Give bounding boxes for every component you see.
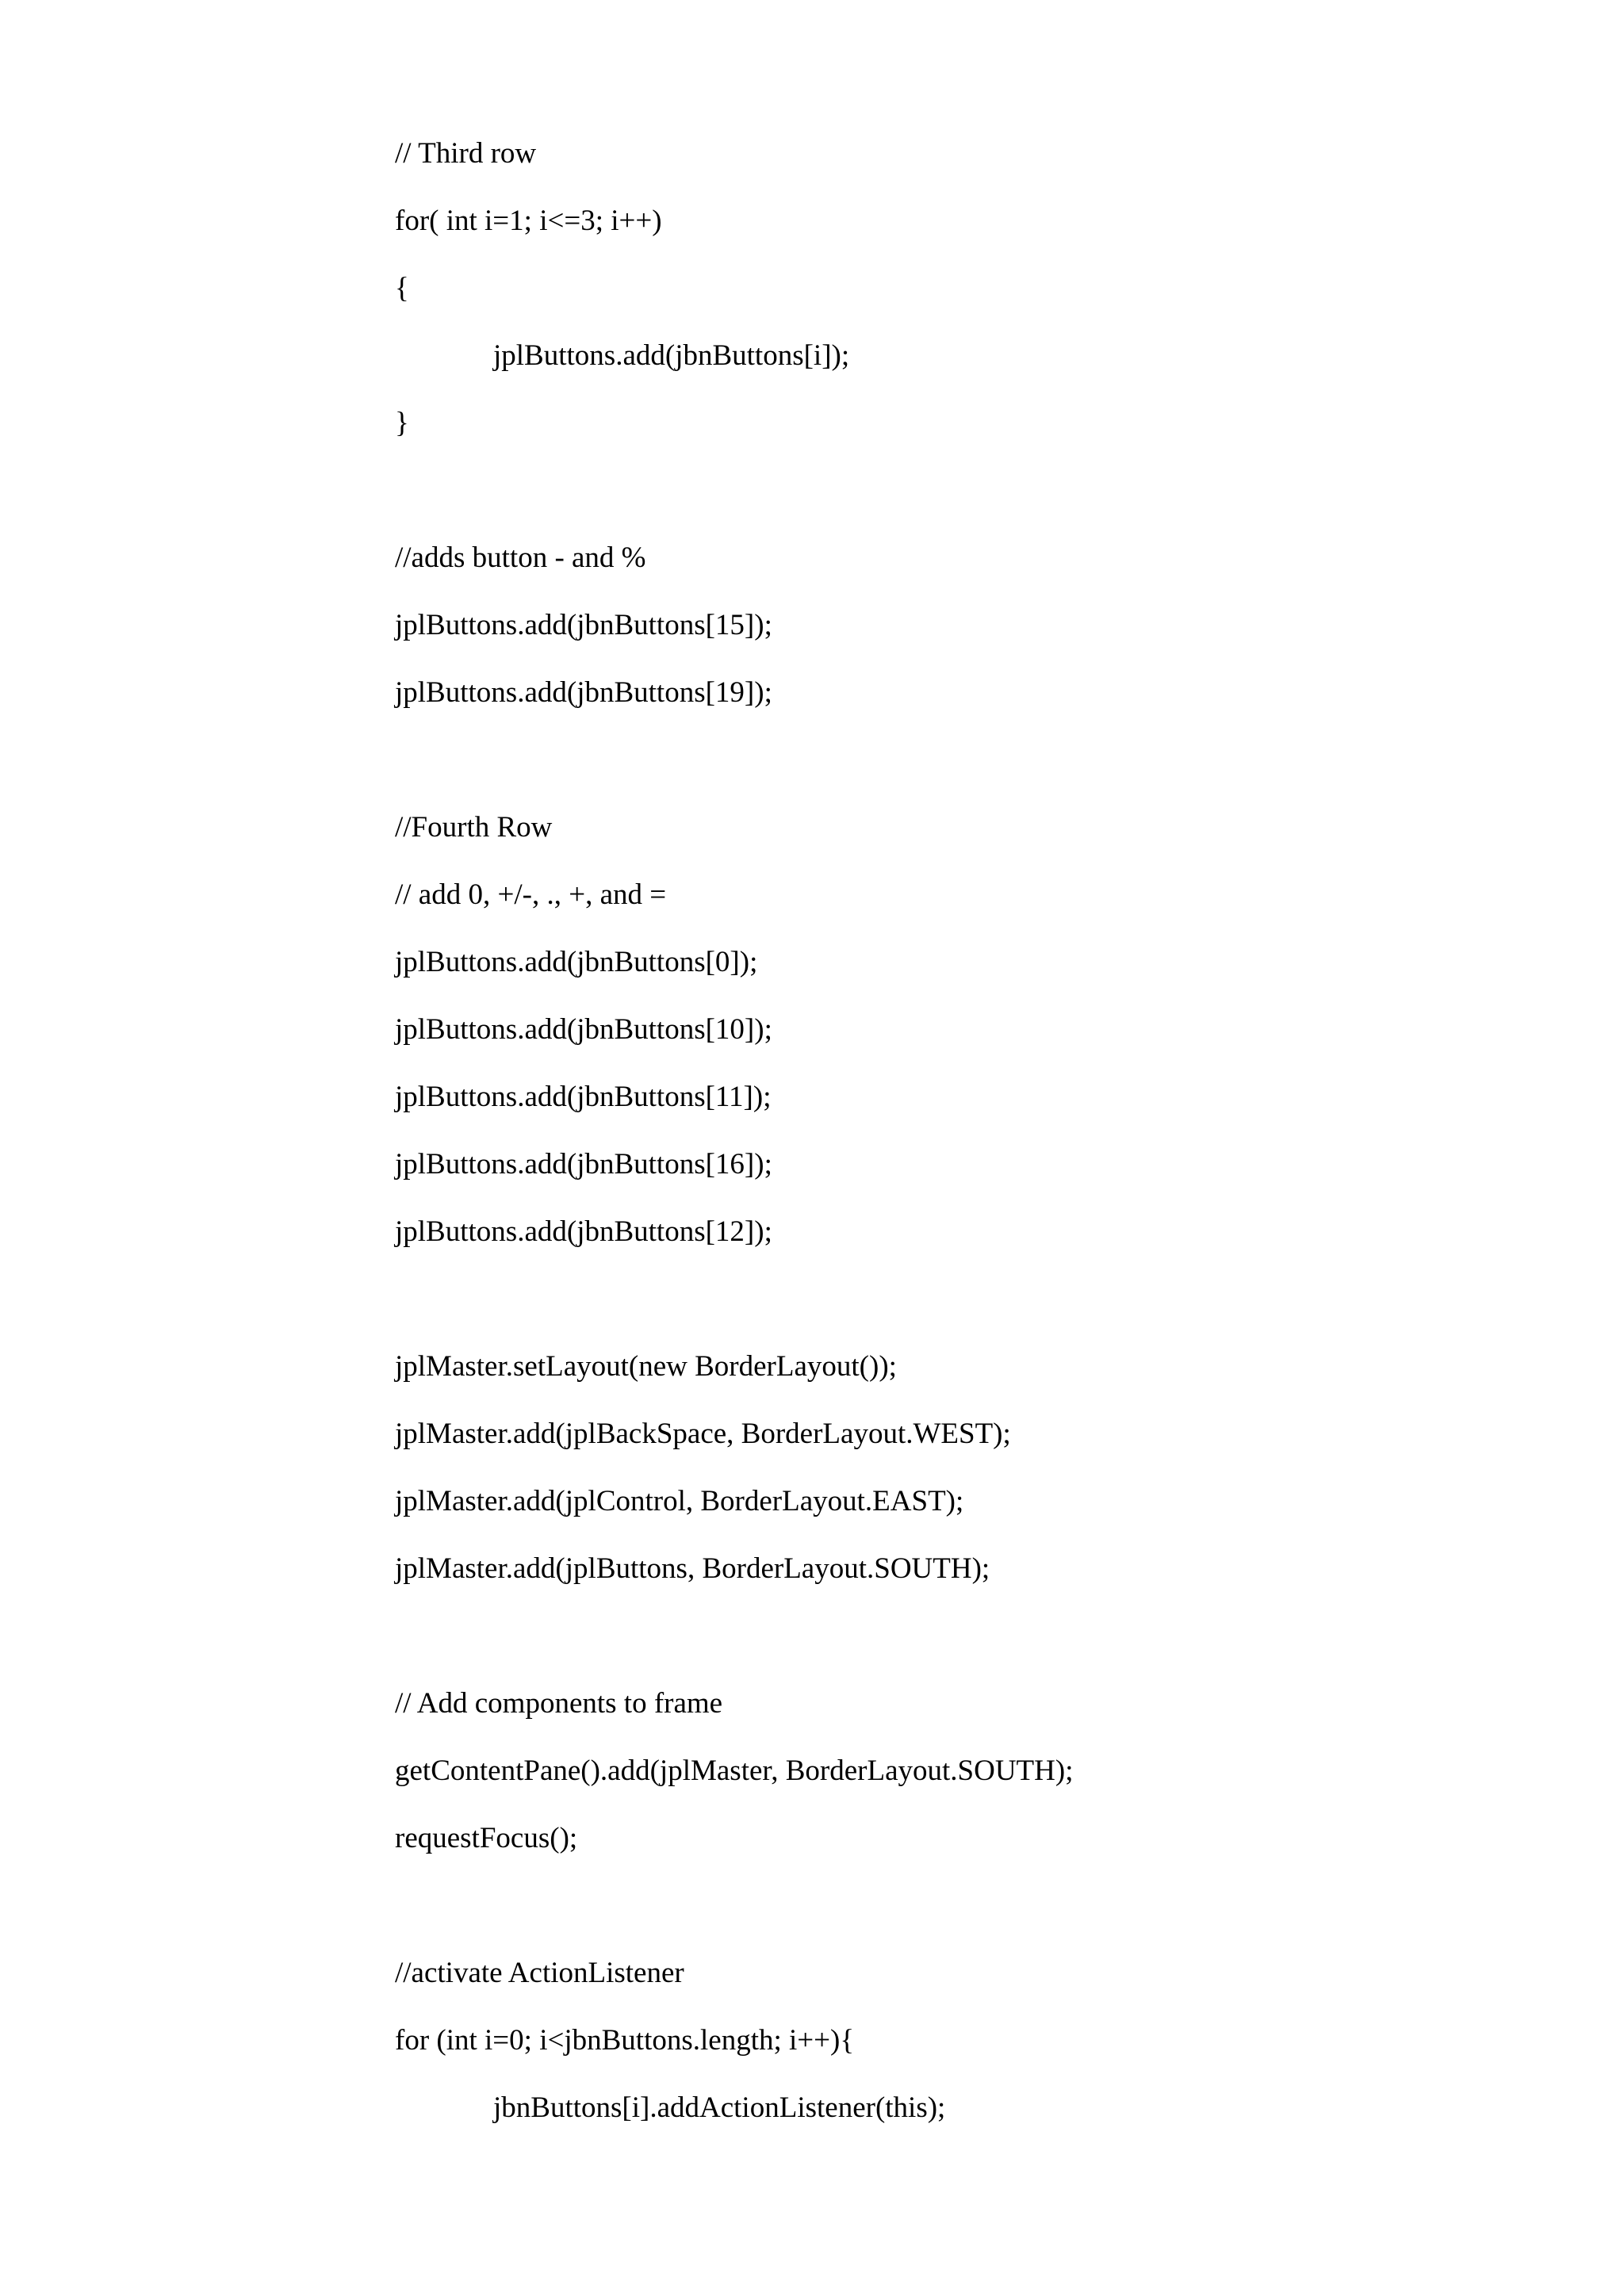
- code-line-add-button-10: jplButtons.add(jbnButtons[10]);: [395, 1013, 772, 1046]
- code-comment-add-keys: // add 0, +/-, ., +, and =: [395, 878, 667, 911]
- code-line-add-action-listener: jbnButtons[i].addActionListener(this);: [493, 2091, 946, 2124]
- code-line-add-control-east: jplMaster.add(jplControl, BorderLayout.EAST);: [395, 1485, 964, 1517]
- code-comment-adds-button: //adds button - and %: [395, 541, 646, 574]
- code-line-add-button-11: jplButtons.add(jbnButtons[11]);: [395, 1081, 772, 1113]
- code-line-content-pane-add: getContentPane().add(jplMaster, BorderLayout.SOUTH);: [395, 1755, 1074, 1787]
- code-comment-third-row: // Third row: [395, 137, 537, 170]
- code-line-open-brace: {: [395, 272, 409, 304]
- code-comment-add-components: // Add components to frame: [395, 1687, 723, 1720]
- code-line-for-listener-loop: for (int i=0; i<jbnButtons.length; i++){: [395, 2024, 855, 2057]
- code-comment-activate-listener: //activate ActionListener: [395, 1957, 684, 1989]
- code-line-request-focus: requestFocus();: [395, 1822, 578, 1854]
- code-line-set-layout: jplMaster.setLayout(new BorderLayout());: [395, 1350, 897, 1383]
- code-line-add-backspace-west: jplMaster.add(jplBackSpace, BorderLayout.WEST);: [395, 1418, 1011, 1450]
- code-line-for-loop: for( int i=1; i<=3; i++): [395, 205, 662, 237]
- code-comment-fourth-row: //Fourth Row: [395, 811, 553, 844]
- code-line-add-button-15: jplButtons.add(jbnButtons[15]);: [395, 609, 772, 641]
- code-line-add-button-12: jplButtons.add(jbnButtons[12]);: [395, 1215, 772, 1248]
- code-line-add-button-i: jplButtons.add(jbnButtons[i]);: [493, 339, 850, 372]
- code-line-add-buttons-south: jplMaster.add(jplButtons, BorderLayout.SOUTH);: [395, 1552, 990, 1585]
- code-line-close-brace: }: [395, 407, 409, 439]
- code-line-add-button-19: jplButtons.add(jbnButtons[19]);: [395, 676, 772, 709]
- code-line-add-button-0: jplButtons.add(jbnButtons[0]);: [395, 946, 758, 978]
- code-line-add-button-16: jplButtons.add(jbnButtons[16]);: [395, 1148, 772, 1181]
